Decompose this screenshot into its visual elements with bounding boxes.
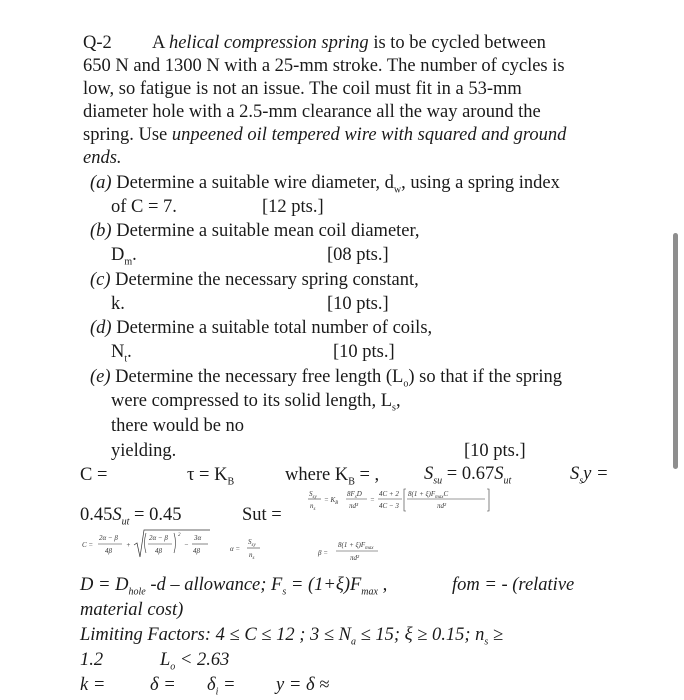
- svg-text:Ssy: $S_{sy}$: [309, 490, 317, 500]
- svg-text:8(1 + ξ)FmaxC: $8(1 + \xi)F_{max}C$: [408, 490, 449, 500]
- tau-equals: $\tau = K_B$: [187, 465, 235, 488]
- part-e-line2: were compressed to its solid length, $L_s$,: [111, 391, 401, 414]
- delta-equals: δ =: [150, 675, 176, 695]
- svg-text:−: −: [184, 541, 189, 549]
- index-formulas: [82, 527, 412, 565]
- svg-text:πd²: πd²: [350, 554, 360, 562]
- intro-line-1: A helical compression spring is to be cycled between: [152, 33, 546, 53]
- intro-line-5: spring. Use unpeened oil tempered wire with squared and ground: [83, 125, 567, 145]
- part-c-points: [10 pts.]: [327, 294, 389, 314]
- svg-text:= KB: = $K_B$: [324, 496, 339, 506]
- lo-limit: $L_o < 2.63$: [160, 650, 230, 673]
- k-equals: k =: [80, 675, 106, 695]
- svg-text:4β: 4β: [105, 547, 112, 555]
- sus-equation: $0.45S_{ut} = 0.45$: [80, 505, 182, 528]
- svg-text:2α − β: 2α − β: [149, 534, 168, 542]
- svg-text:2: 2: [178, 533, 181, 538]
- part-e-line3: there would be no: [111, 416, 245, 436]
- part-c: (c) Determine the necessary spring constant,: [90, 270, 419, 290]
- ssu-equation: $S_{su} = 0.67S_{ut}$: [424, 464, 512, 487]
- n-min-value: 1.2: [80, 650, 104, 670]
- part-a-line2: of C = 7.: [111, 197, 177, 217]
- part-c-line2: k.: [111, 294, 125, 314]
- svg-text:4β: 4β: [155, 547, 162, 555]
- d-equation: $D = D_{hole}$ -d – allowance; $F_s = (1+\xi)F_{max}$ ,: [80, 575, 388, 598]
- svg-text:α =: α =: [230, 545, 241, 553]
- part-a-points: [12 pts.]: [262, 197, 324, 217]
- sut-equals: Sut =: [242, 505, 282, 525]
- part-b-line2: $D_m$.: [111, 245, 137, 268]
- svg-text:3α: 3α: [194, 534, 202, 542]
- intro-line-2: 650 N and 1300 N with a 25-mm stroke. The number of cycles is: [83, 56, 565, 76]
- part-e-points: [10 pts.]: [464, 441, 526, 461]
- intro-line-4: diameter hole with a 2.5-mm clearance all the way around the: [83, 102, 541, 122]
- intro-line-6: ends.: [83, 148, 122, 168]
- question-number: Q-2: [83, 33, 112, 53]
- svg-text:C =: C =: [82, 541, 94, 549]
- intro-line-3: low, so fatigue is not an issue. The coil must fit in a 53-mm: [83, 79, 522, 99]
- svg-text:ns: $n_s$: [310, 502, 316, 512]
- svg-text:4β: 4β: [193, 547, 200, 555]
- svg-text:ns: $n_s$: [249, 551, 255, 561]
- scrollbar-thumb[interactable]: [673, 233, 678, 469]
- svg-text:β =: β =: [318, 549, 328, 557]
- part-d-points: [10 pts.]: [333, 342, 395, 362]
- svg-text:Ssy: $S_{sy}$: [248, 538, 256, 548]
- material-cost: material cost): [80, 600, 184, 620]
- svg-text:=: =: [370, 496, 375, 504]
- part-d-line2: $N_t$.: [111, 342, 132, 365]
- svg-text:2α − β: 2α − β: [99, 534, 118, 542]
- svg-text:8FsD: $8F_sD$: [347, 490, 362, 500]
- svg-text:4C + 2: 4C + 2: [379, 490, 399, 498]
- where-kb: where $K_B$ = ,: [285, 465, 380, 488]
- y-equals: y = δ ≈: [276, 675, 330, 695]
- limiting-factors: Limiting Factors: 4 ≤ C ≤ 12 ; $3 \le N_a \le 15$; ξ ≥ 0.15; $n_s$ ≥: [80, 625, 504, 648]
- part-e-line4: yielding.: [111, 441, 177, 461]
- svg-text:πd³: πd³: [349, 502, 359, 510]
- delta-i-equals: $\delta_i$ =: [207, 675, 236, 698]
- svg-text:8(1 + ξ)Fmax: $8(1 + \xi)F_{max}$: [338, 541, 374, 551]
- ssy-equation: $S_sy$ =: [570, 464, 609, 487]
- part-e: (e) Determine the necessary free length $(L_o)$ so that if the spring: [90, 367, 562, 390]
- fom-text: fom = - (relative: [452, 575, 575, 595]
- part-b-points: [08 pts.]: [327, 245, 389, 265]
- c-equals: C =: [80, 465, 108, 485]
- stress-formula: [307, 484, 493, 518]
- part-d: (d) Determine a suitable total number of coils,: [90, 318, 433, 338]
- svg-text:4C − 3: 4C − 3: [379, 502, 399, 510]
- svg-text:πd²: πd²: [437, 502, 447, 510]
- part-b: (b) Determine a suitable mean coil diameter,: [90, 221, 420, 241]
- svg-text:+: +: [126, 541, 131, 549]
- part-a: (a) Determine a suitable wire diameter, $d_w$, using a spring index: [90, 173, 560, 196]
